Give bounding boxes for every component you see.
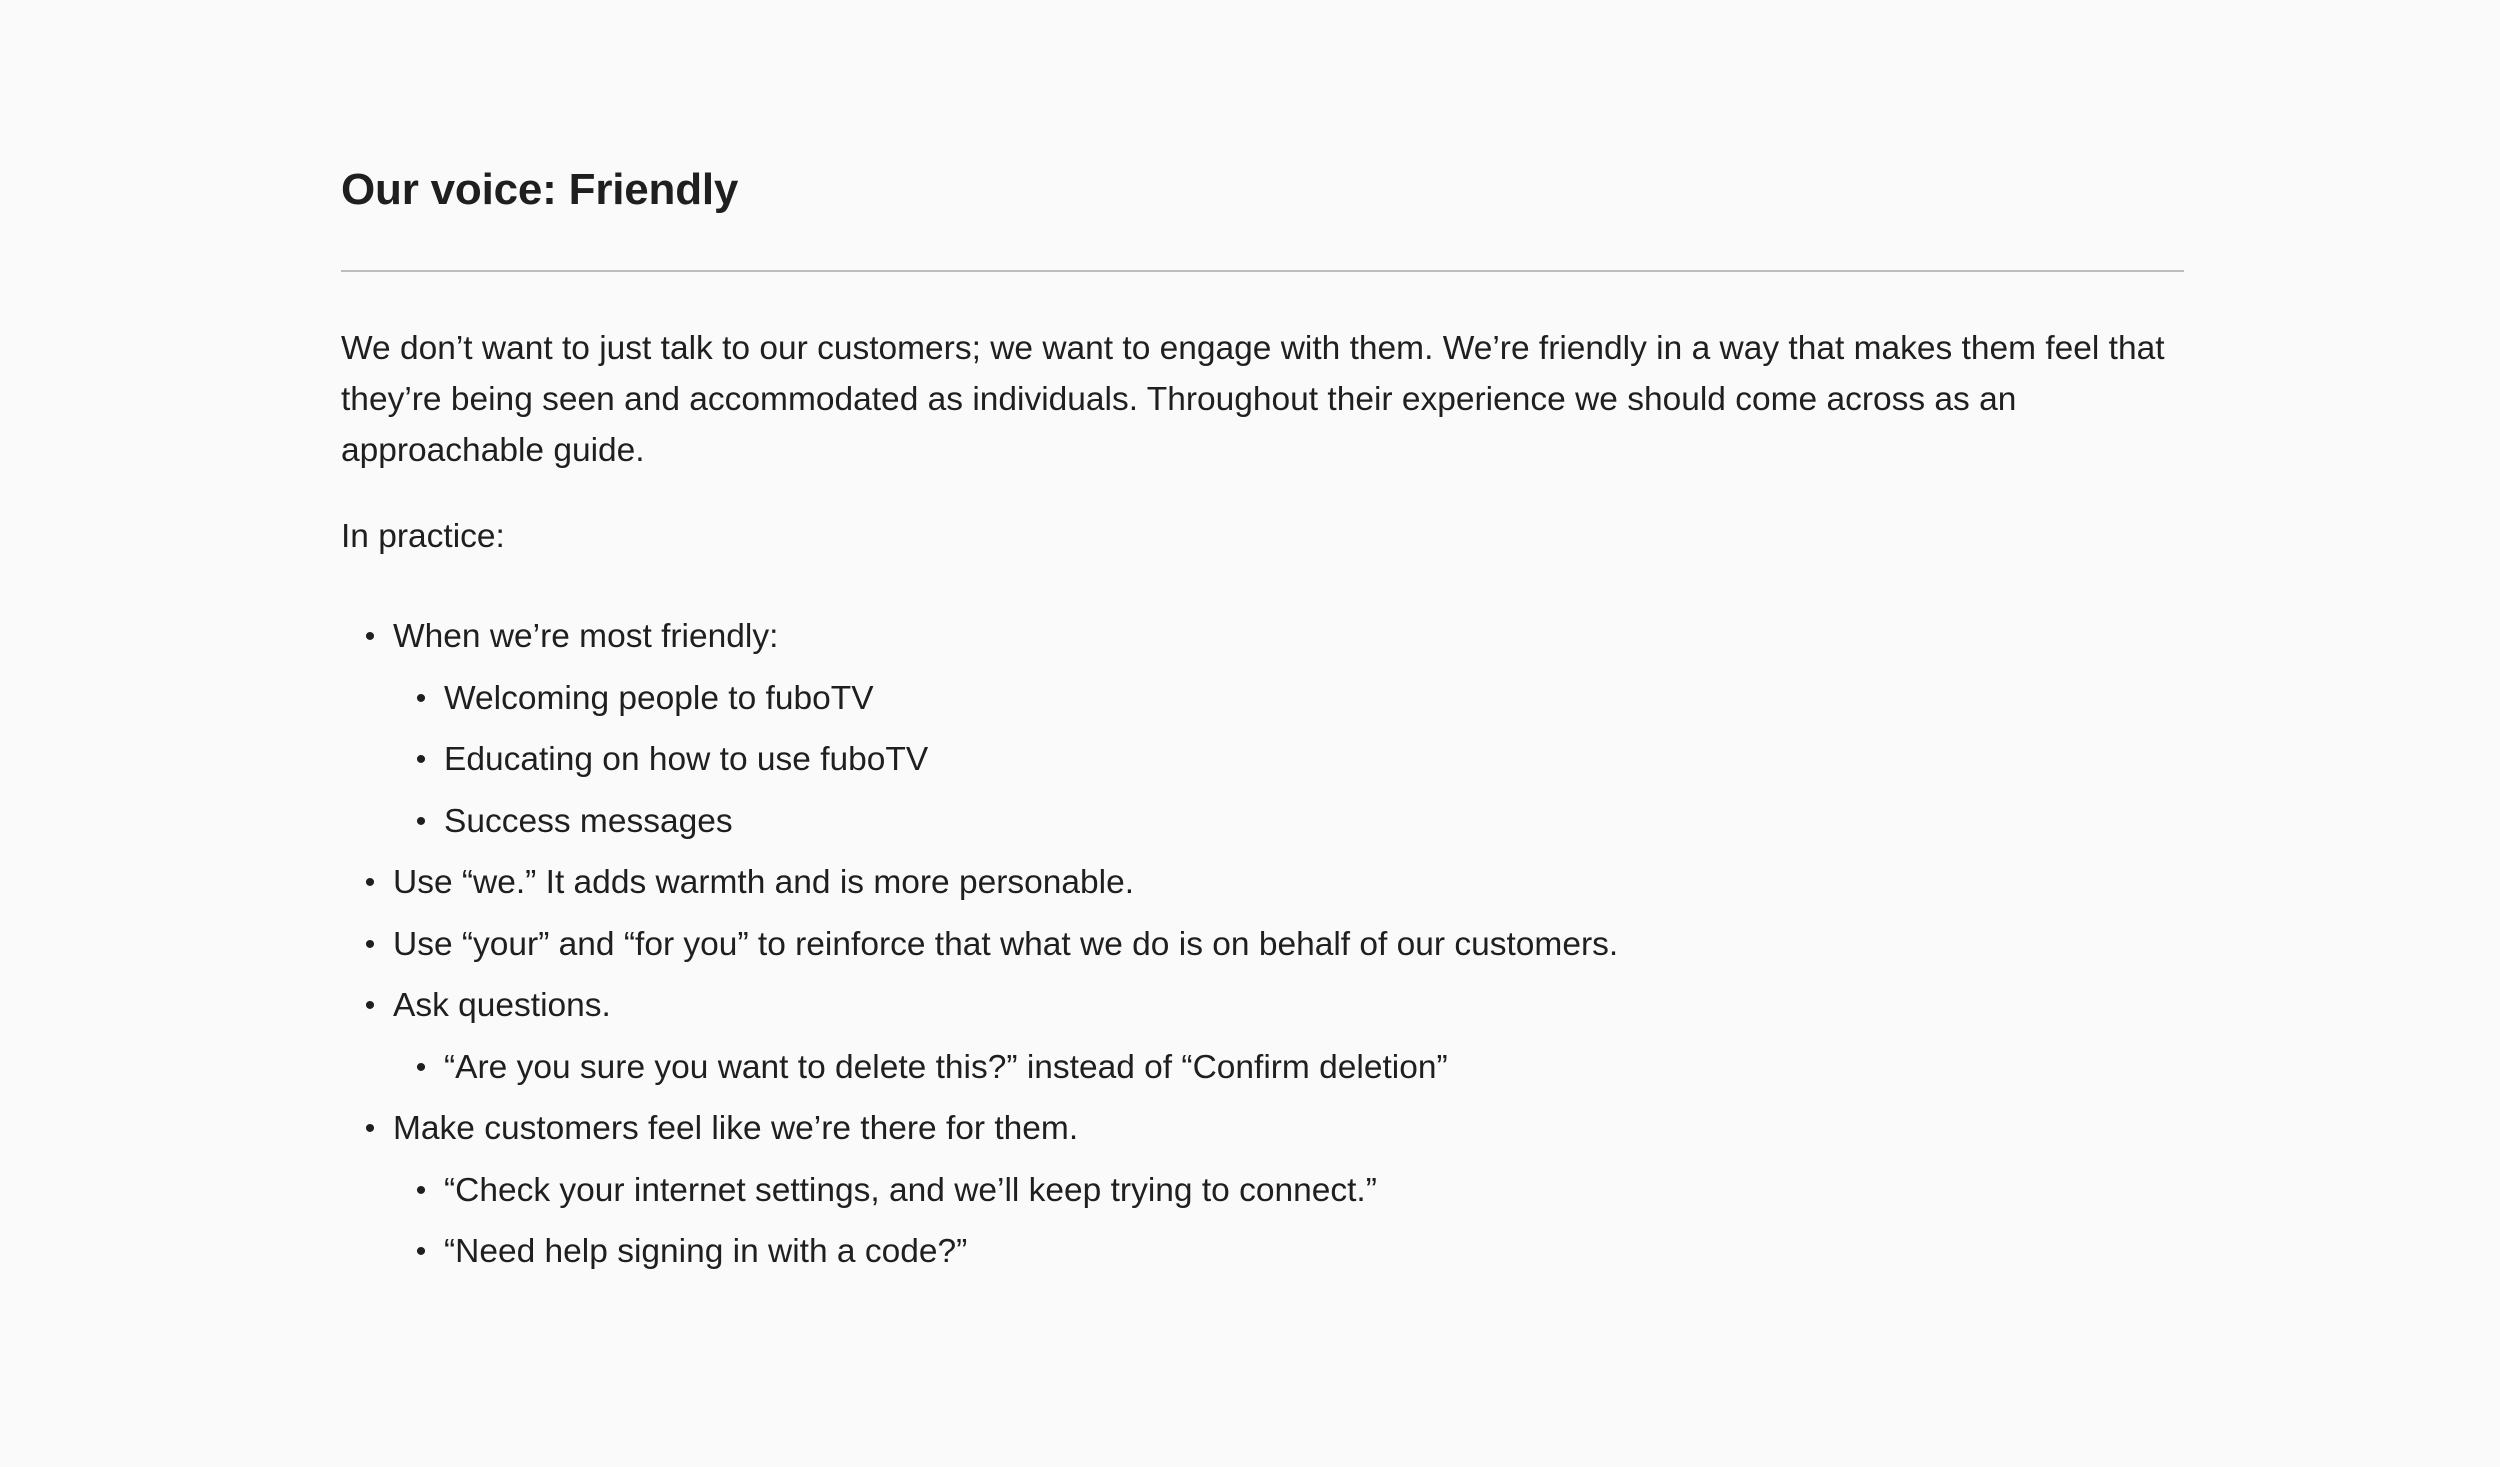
bullet-dot-icon: • — [364, 620, 376, 653]
list-item — [341, 852, 2184, 914]
list-item-line — [341, 1098, 2184, 1160]
sub-list-item-text: Educating on how to use fuboTV — [444, 741, 929, 778]
bullet-dot-icon: • — [415, 743, 427, 776]
page-title: Our voice: Friendly — [341, 165, 739, 214]
list-item-text: Use “your” and “for you” to reinforce that what we do is on behalf of our customers. — [393, 925, 1619, 963]
sub-list-item-text: Welcoming people to fuboTV — [444, 679, 874, 717]
sub-list-item-text: “Need help signing in with a code?” — [444, 1233, 968, 1270]
sub-list-item-text: “Are you sure you want to delete this?” instead of “Confirm deletion” — [444, 1048, 1448, 1086]
in-practice-label: In practice: — [341, 518, 505, 555]
sub-list — [341, 668, 2184, 853]
sub-list-item-text: Success messages — [444, 802, 733, 840]
bullet-dot-icon: • — [415, 804, 427, 838]
guidelines-list — [341, 606, 2184, 1283]
list-item-line — [341, 975, 2184, 1037]
sub-list-item — [392, 668, 2184, 730]
sub-list — [341, 1037, 2184, 1099]
list-item — [341, 1098, 2184, 1283]
bullet-dot-icon: • — [364, 866, 376, 899]
intro-paragraph: We don’t want to just talk to our customers; we want to engage with them. We’re friendly in a way that makes them feel that they’re being seen and accommodated as individuals. Throughout their experience we should come across as an approachable guide. — [341, 330, 2165, 469]
sub-list — [341, 1160, 2184, 1283]
list-item-text: Use “we.” It adds warmth and is more personable. — [393, 864, 1135, 901]
sub-list-item — [392, 1037, 2184, 1099]
bullet-dot-icon: • — [364, 1112, 376, 1145]
list-item-text: When we’re most friendly: — [393, 618, 779, 655]
sub-list-item — [392, 791, 2184, 853]
content-section — [341, 160, 2184, 1283]
sub-list-item-text: “Check your internet settings, and we’ll keep trying to connect.” — [444, 1171, 1377, 1209]
bullet-dot-icon: • — [415, 681, 427, 715]
list-item — [341, 914, 2184, 976]
list-item — [341, 975, 2184, 1098]
bullet-dot-icon: • — [415, 1173, 427, 1207]
bullet-dot-icon: • — [364, 927, 376, 961]
sub-list-item — [392, 1221, 2184, 1283]
list-item-line — [341, 914, 2184, 976]
list-item-text: Ask questions. — [393, 987, 611, 1024]
list-item-line — [341, 852, 2184, 914]
title-divider — [341, 270, 2184, 272]
sub-list-item — [392, 729, 2184, 791]
list-item-line — [341, 606, 2184, 668]
bullet-dot-icon: • — [364, 989, 376, 1022]
bullet-dot-icon: • — [415, 1050, 427, 1084]
list-item-text: Make customers feel like we’re there for them. — [393, 1110, 1079, 1147]
bullet-dot-icon: • — [415, 1235, 427, 1268]
sub-list-item — [392, 1160, 2184, 1222]
list-item — [341, 606, 2184, 852]
